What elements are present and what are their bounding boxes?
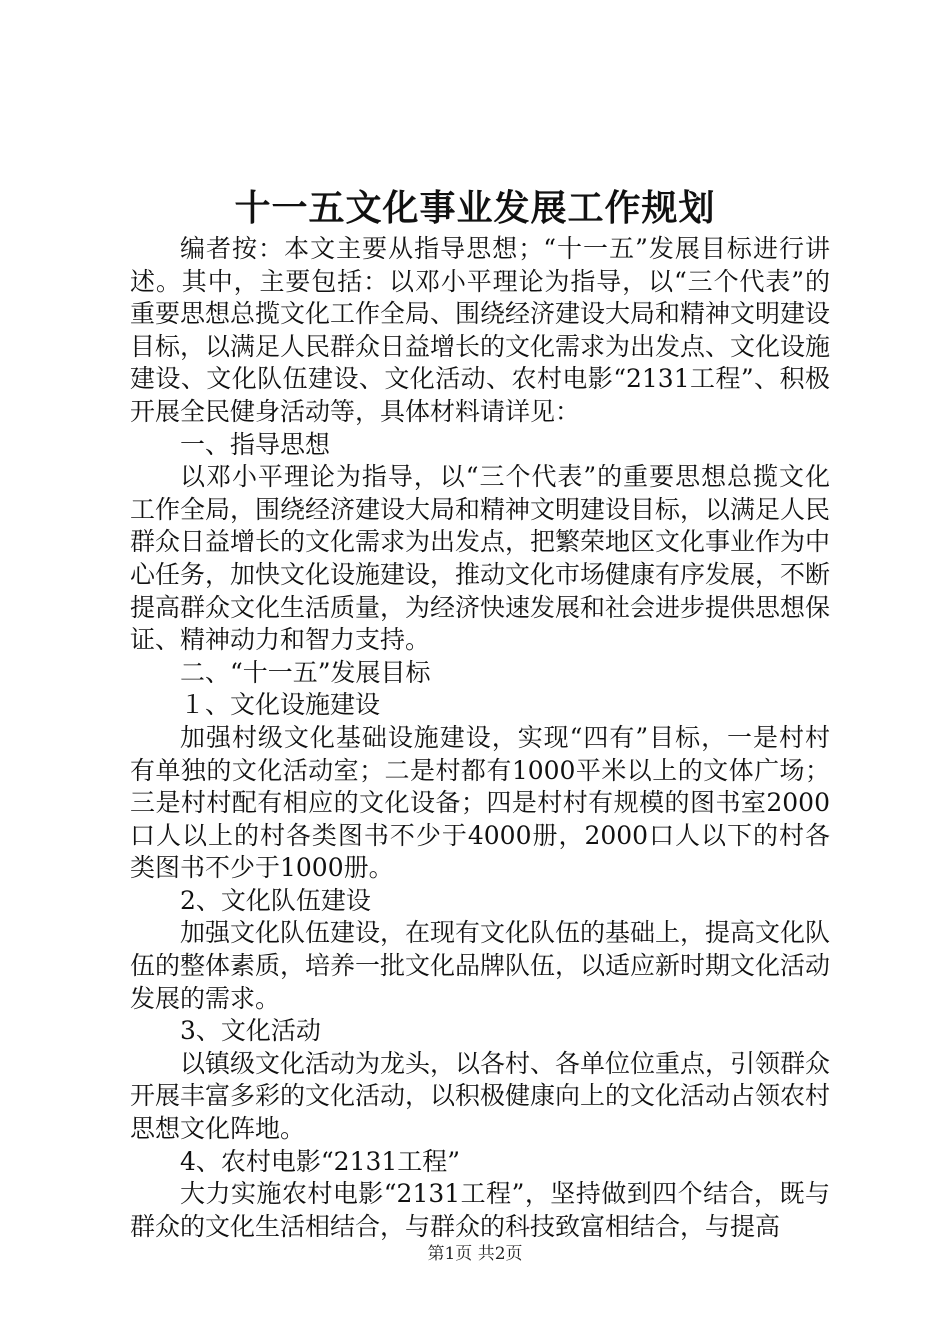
subheading-cultural-activities: 3、文化活动 — [180, 1016, 321, 1046]
section-heading-guiding-ideology: 一、指导思想 — [180, 429, 331, 459]
page-footer: 第1页 共2页 — [427, 1244, 523, 1264]
subheading-cultural-facilities: １、文化设施建设 — [180, 690, 381, 720]
section-heading-development-goals: 二、“十一五”发展目标 — [180, 657, 431, 687]
cultural-teams-paragraph: 加强文化队伍建设，在现有文化队伍的基础上，提高文化队伍的整体素质，培养一批文化品牌队伍，以适应新时期文化活动发展的需求。 — [130, 918, 831, 1013]
guiding-ideology-paragraph: 以邓小平理论为指导，以“三个代表”的重要思想总揽文化工作全局，围绕经济建设大局和精神文明建设目标，以满足人民群众日益增长的文化需求为出发点，把繁荣地区文化事业作为中心任务，加快文化设施建设，推动文化市场健康有序发展，不断提高群众文化生活质量，为经济快速发展和社会进步提供思想保证、精神动力和智力支持。 — [130, 462, 831, 655]
document-body — [130, 233, 830, 1243]
subheading-rural-film-project: 4、农村电影“2131工程” — [180, 1146, 461, 1176]
editor-note-paragraph: 编者按：本文主要从指导思想；“十一五”发展目标进行讲述。其中，主要包括：以邓小平理论为指导，以“三个代表”的重要思想总揽文化工作全局、围绕经济建设大局和精神文明建设目标，以满足人民群众日益增长的文化需求为出发点、文化设施建设、文化队伍建设、文化活动、农村电影“2131工程”、积极开展全民健身活动等，具体材料请详见： — [130, 234, 831, 426]
cultural-activities-paragraph: 以镇级文化活动为龙头，以各村、各单位位重点，引领群众开展丰富多彩的文化活动，以积极健康向上的文化活动占领农村思想文化阵地。 — [130, 1048, 831, 1144]
rural-film-project-paragraph: 大力实施农村电影“2131工程”，坚持做到四个结合，既与群众的文化生活相结合，与群众的科技致富相结合，与提高 — [130, 1179, 830, 1241]
cultural-facilities-paragraph: 加强村级文化基础设施建设，实现“四有”目标，一是村村有单独的文化活动室；二是村都有1000平米以上的文体广场；三是村村配有相应的文化设备；四是村村有规模的图书室2000口人以上的村各类图书不少于4000册，2000口人以下的村各类图书不少于1000册。 — [130, 722, 830, 883]
document-title: 十一五文化事业发展工作规划 — [234, 187, 716, 229]
subheading-cultural-teams: 2、文化队伍建设 — [180, 885, 371, 915]
